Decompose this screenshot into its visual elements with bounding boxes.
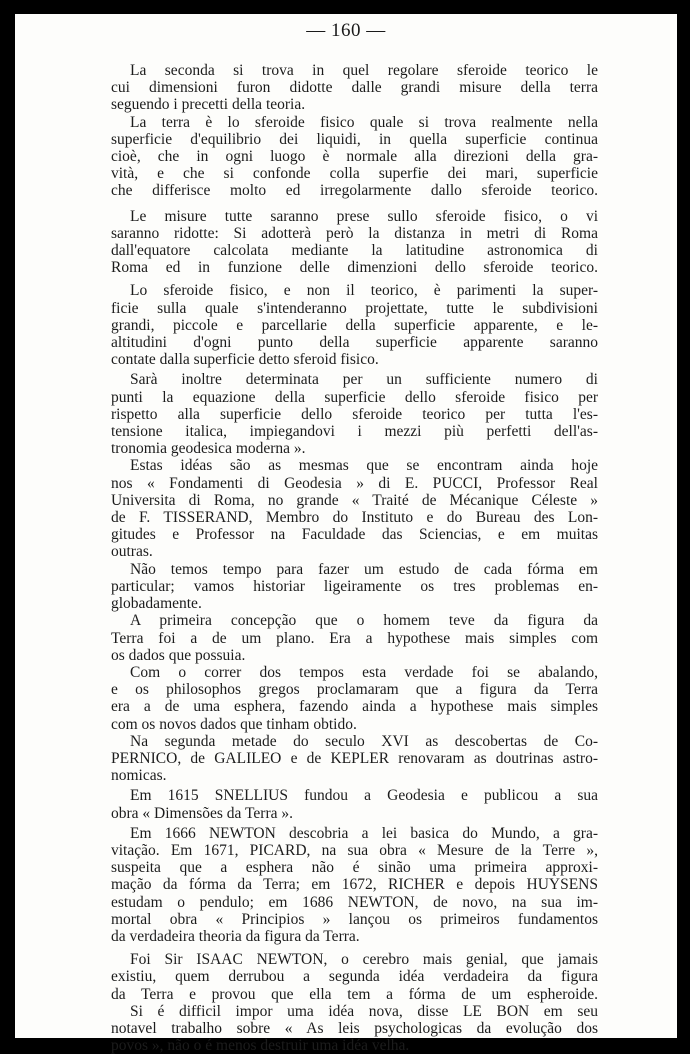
- text-line: globadamente.: [111, 595, 202, 613]
- text-line: dall'equatore calcolata mediante la latitudine astronomica di: [111, 242, 598, 260]
- text-line: com os novos dados que tinham obtido.: [111, 715, 357, 733]
- text-line: A primeira concepção que o homem teve da figura da: [130, 612, 598, 630]
- text-line: era a de uma esphera, fazendo ainda a hypothese mais simples: [111, 698, 598, 716]
- book-page: [15, 14, 677, 1054]
- paragraph: [111, 62, 598, 114]
- paragraph: [111, 561, 598, 613]
- text-line: vitação. Em 1671, PICARD, na sua obra « Mesure de la Terre »,: [111, 841, 598, 859]
- text-line: os dados que possuia.: [111, 646, 246, 664]
- paragraph: [111, 208, 598, 277]
- text-line: altitudini d'ogni punto della superficie apparente saranno: [111, 334, 598, 352]
- paragraph: [111, 951, 598, 1003]
- text-line: de F. TISSERAND, Membro do Instituto e do Bureau des Lon-: [111, 509, 598, 527]
- text-line: notavel trabalho sobre « As leis psychologicas da evolução dos: [111, 1019, 598, 1037]
- text-line: da verdadeira theoria da figura da Terra.: [111, 927, 360, 945]
- text-line: tronomia geodesica moderna ».: [111, 440, 306, 458]
- text-line: outras.: [111, 543, 153, 561]
- text-line: La terra è lo sferoide fisico quale si trova realmente nella: [130, 113, 598, 131]
- text-line: mortal obra « Principios » lançou os primeiros fundamentos: [111, 910, 598, 928]
- paragraph: [111, 1003, 598, 1054]
- text-line: La seconda si trova in quel regolare sferoide teorico le: [130, 62, 598, 79]
- text-line: Com o correr dos tempos esta verdade foi se abalando,: [130, 663, 598, 681]
- text-line: punti la equazione della superficie dello sferoide fisico per: [111, 388, 598, 406]
- text-line: superficie d'equilibrio dei liquidi, in quella superficie continua: [111, 130, 598, 148]
- paragraph: [111, 787, 598, 821]
- text-line: Estas idéas são as mesmas que se encontram ainda hoje: [130, 457, 598, 475]
- page-number: — 160 —: [306, 20, 386, 41]
- text-line: Em 1666 NEWTON descobria a lei basica do Mundo, a gra-: [130, 824, 598, 842]
- text-line: e os philosophos gregos proclamaram que a figura da Terra: [111, 681, 598, 699]
- text-line: povos », não o é menos destruir uma idéa velha.: [111, 1037, 410, 1054]
- text-line: rispetto alla superficie dello sferoide teorico per tutta l'es-: [111, 405, 598, 423]
- text-line: gitudes e Professor na Faculdade das Sciencias, e em muitas: [111, 526, 598, 544]
- paragraph: [111, 612, 598, 664]
- text-line: contate dalla superficie detto sferoid fisico.: [111, 351, 379, 369]
- text-line: Não temos tempo para fazer um estudo de cada fórma em: [130, 560, 598, 578]
- text-line: Na segunda metade do seculo XVI as descobertas de Co-: [130, 732, 598, 750]
- text-line: obra « Dimensões da Terra ».: [111, 804, 293, 822]
- text-line: nomicas.: [111, 767, 167, 785]
- text-line: existiu, quem derrubou a segunda idéa verdadeira da figura: [111, 968, 598, 986]
- text-line: Si é difficil impor uma idéa nova, disse LE BON em seu: [130, 1002, 598, 1020]
- text-line: estudam o pendulo; em 1686 NEWTON, de novo, na sua im-: [111, 893, 598, 911]
- text-line: Terra foi a de um plano. Era a hypothese mais simples com: [111, 629, 598, 647]
- text-line: mação da fórma da Terra; em 1672, RICHER e depois HUYSENS: [111, 876, 598, 894]
- paragraph: [111, 371, 598, 457]
- paragraph: [111, 664, 598, 733]
- text-line: che differisce molto ed irregolarmente dallo sferoide teorico.: [111, 182, 598, 200]
- text-line: seguendo i precetti della teoria.: [111, 96, 306, 114]
- paragraph: [111, 733, 598, 785]
- text-line: cioè, che in ogni luogo è normale alla direzioni della gra-: [111, 148, 598, 166]
- text-line: suspeita que a esphera não é sinão uma primeira approxi-: [111, 859, 598, 877]
- paragraph: [111, 114, 598, 200]
- text-line: Foi Sir ISAAC NEWTON, o cerebro mais genial, que jamais: [130, 951, 598, 969]
- text-line: grandi, piccole e parcellarie della superficie apparente, e le-: [111, 316, 598, 334]
- text-line: tensione italica, impiegandovi i mezzi più perfetti dell'as-: [111, 423, 598, 441]
- body-text: [111, 62, 598, 1054]
- text-line: Em 1615 SNELLIUS fundou a Geodesia e publicou a sua: [130, 787, 598, 805]
- paragraph: [111, 282, 598, 368]
- text-line: Le misure tutte saranno prese sullo sferoide fisico, o vi: [130, 207, 598, 225]
- text-line: vità, e che si confonde colla superfie dei mari, superficie: [111, 165, 598, 183]
- text-line: cui dimensioni furon didotte dalle grandi misure della terra: [111, 79, 598, 97]
- text-line: da Terra e provou que ella tem a fórma de um espheroide.: [111, 985, 598, 1003]
- text-line: ficie sulla quale s'intenderanno projettate, tutte le subdivisioni: [111, 299, 598, 317]
- text-line: saranno ridotte: Si adotterà però la distanza in metri di Roma: [111, 224, 598, 242]
- text-line: Roma ed in funzione delle dimenzioni dello sferoide teorico.: [111, 259, 598, 277]
- text-line: nos « Fondamenti di Geodesia » di E. PUCCI, Professor Real: [111, 474, 598, 492]
- text-line: Universita di Roma, no grande « Traité de Mécanique Céleste »: [111, 491, 598, 509]
- text-line: PERNICO, de GALILEO e de KEPLER renovaram as doutrinas astro-: [111, 749, 598, 767]
- text-line: particular; vamos historiar ligeiramente os tres problemas en-: [111, 577, 598, 595]
- text-line: Sarà inoltre determinata per un sufficiente numero di: [130, 371, 598, 389]
- text-line: Lo sferoide fisico, e non il teorico, è parimenti la super-: [130, 282, 598, 300]
- paragraph: [111, 825, 598, 945]
- paragraph: [111, 457, 598, 560]
